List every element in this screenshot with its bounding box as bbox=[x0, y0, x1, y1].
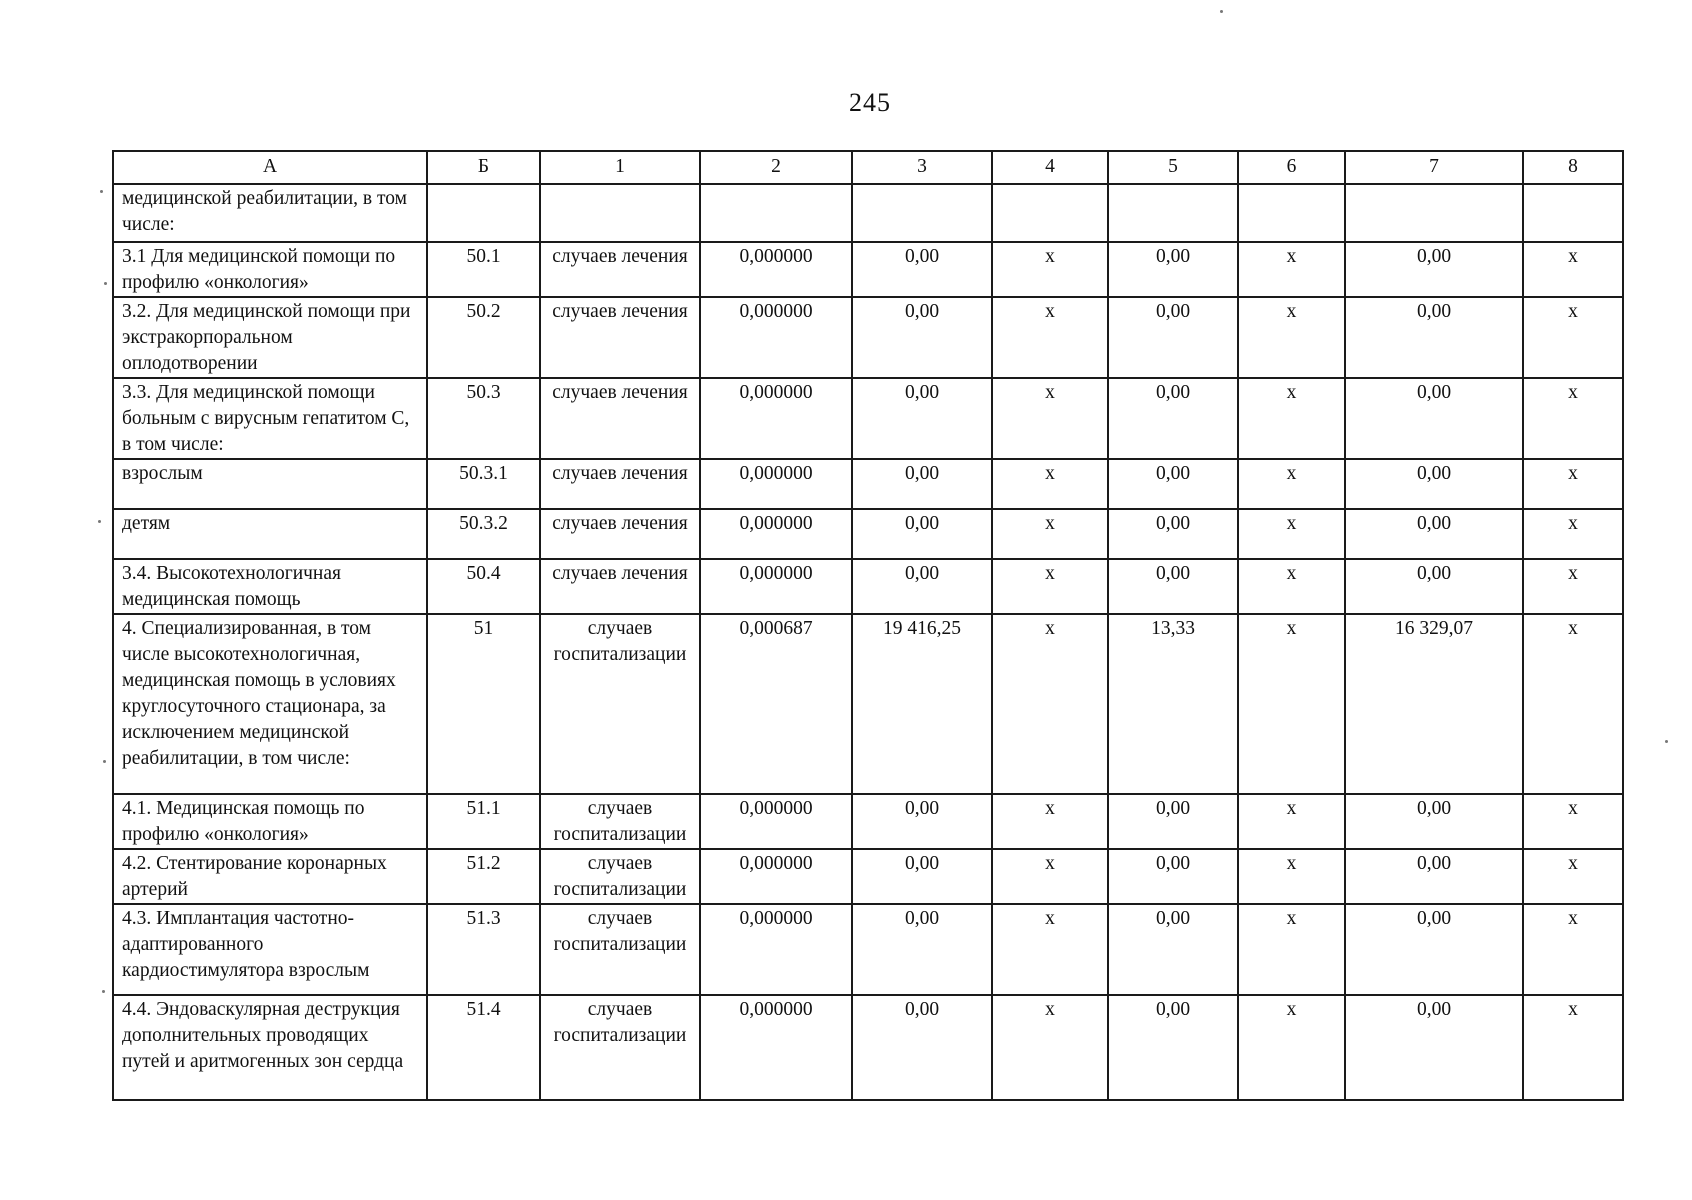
cell-code: 51 bbox=[427, 614, 540, 794]
cell-col-8: х bbox=[1523, 995, 1623, 1100]
cell-col-4 bbox=[992, 184, 1108, 242]
cell-col-6: х bbox=[1238, 794, 1345, 849]
table-row bbox=[113, 184, 1623, 242]
table-row bbox=[113, 849, 1623, 904]
cell-name: медицинской реабилитации, в том числе: bbox=[113, 184, 427, 242]
cell-col-5: 0,00 bbox=[1108, 849, 1238, 904]
cell-unit: случаев госпитализации bbox=[540, 995, 700, 1100]
cell-col-2: 0,000000 bbox=[700, 509, 852, 559]
cell-col-6: х bbox=[1238, 378, 1345, 459]
cell-col-7: 0,00 bbox=[1345, 995, 1523, 1100]
cell-col-4: х bbox=[992, 995, 1108, 1100]
cell-col-8 bbox=[1523, 184, 1623, 242]
cell-name: 4.4. Эндоваскулярная деструкция дополнительных проводящих путей и аритмогенных зон сердца bbox=[113, 995, 427, 1100]
cell-col-6: х bbox=[1238, 904, 1345, 995]
table-row bbox=[113, 904, 1623, 995]
cell-name: детям bbox=[113, 509, 427, 559]
cell-col-5: 0,00 bbox=[1108, 794, 1238, 849]
cell-col-7: 0,00 bbox=[1345, 849, 1523, 904]
cell-unit: случаев лечения bbox=[540, 509, 700, 559]
cell-unit: случаев госпитализации bbox=[540, 849, 700, 904]
cell-col-3: 0,00 bbox=[852, 242, 992, 297]
cell-col-5: 0,00 bbox=[1108, 995, 1238, 1100]
cell-col-8: х bbox=[1523, 794, 1623, 849]
table-row bbox=[113, 459, 1623, 509]
cell-unit: случаев госпитализации bbox=[540, 614, 700, 794]
cell-name: 3.3. Для медицинской помощи больным с вирусным гепатитом С, в том числе: bbox=[113, 378, 427, 459]
cell-col-4: х bbox=[992, 242, 1108, 297]
cell-col-2: 0,000000 bbox=[700, 794, 852, 849]
cell-col-3: 0,00 bbox=[852, 459, 992, 509]
cell-col-5: 0,00 bbox=[1108, 904, 1238, 995]
cell-col-8: х bbox=[1523, 904, 1623, 995]
cell-col-7 bbox=[1345, 184, 1523, 242]
cell-code: 50.3.1 bbox=[427, 459, 540, 509]
table-row bbox=[113, 297, 1623, 378]
cell-col-7: 0,00 bbox=[1345, 559, 1523, 614]
cell-col-3: 0,00 bbox=[852, 904, 992, 995]
cell-code bbox=[427, 184, 540, 242]
cell-code: 50.2 bbox=[427, 297, 540, 378]
cell-col-8: х bbox=[1523, 614, 1623, 794]
scan-speck bbox=[103, 760, 106, 763]
cell-col-7: 0,00 bbox=[1345, 297, 1523, 378]
col-header-a: А bbox=[113, 151, 427, 184]
cell-col-6: х bbox=[1238, 459, 1345, 509]
cell-col-4: х bbox=[992, 614, 1108, 794]
cell-col-4: х bbox=[992, 509, 1108, 559]
cell-col-7: 0,00 bbox=[1345, 509, 1523, 559]
cell-col-2: 0,000000 bbox=[700, 242, 852, 297]
cell-name: 3.4. Высокотехнологичная медицинская помощь bbox=[113, 559, 427, 614]
cell-unit: случаев лечения bbox=[540, 297, 700, 378]
cell-col-5: 0,00 bbox=[1108, 242, 1238, 297]
cell-col-5: 0,00 bbox=[1108, 297, 1238, 378]
cell-unit: случаев лечения bbox=[540, 242, 700, 297]
cell-col-2: 0,000000 bbox=[700, 904, 852, 995]
cell-col-3: 0,00 bbox=[852, 995, 992, 1100]
cell-col-8: х bbox=[1523, 459, 1623, 509]
table-row bbox=[113, 614, 1623, 794]
col-header-6: 6 bbox=[1238, 151, 1345, 184]
cell-col-2 bbox=[700, 184, 852, 242]
cell-col-5: 0,00 bbox=[1108, 378, 1238, 459]
cell-code: 51.4 bbox=[427, 995, 540, 1100]
scan-speck bbox=[1220, 10, 1223, 13]
table-row bbox=[113, 378, 1623, 459]
cell-col-8: х bbox=[1523, 378, 1623, 459]
cell-code: 50.3.2 bbox=[427, 509, 540, 559]
cell-col-5: 0,00 bbox=[1108, 559, 1238, 614]
cell-col-6: х bbox=[1238, 614, 1345, 794]
cell-col-3: 19 416,25 bbox=[852, 614, 992, 794]
cell-col-7: 0,00 bbox=[1345, 378, 1523, 459]
scan-speck bbox=[1665, 740, 1668, 743]
cell-col-4: х bbox=[992, 849, 1108, 904]
col-header-2: 2 bbox=[700, 151, 852, 184]
cell-col-6: х bbox=[1238, 849, 1345, 904]
cell-col-8: х bbox=[1523, 559, 1623, 614]
cell-col-4: х bbox=[992, 378, 1108, 459]
cell-code: 51.3 bbox=[427, 904, 540, 995]
cell-name: 4.3. Имплантация частотно-адаптированного кардиостимулятора взрослым bbox=[113, 904, 427, 995]
cell-unit: случаев лечения bbox=[540, 378, 700, 459]
cell-col-8: х bbox=[1523, 242, 1623, 297]
cell-col-7: 16 329,07 bbox=[1345, 614, 1523, 794]
table-row bbox=[113, 794, 1623, 849]
col-header-1: 1 bbox=[540, 151, 700, 184]
cell-col-6: х bbox=[1238, 559, 1345, 614]
cell-col-8: х bbox=[1523, 849, 1623, 904]
cell-col-7: 0,00 bbox=[1345, 794, 1523, 849]
scan-speck bbox=[104, 282, 107, 285]
cell-col-5: 0,00 bbox=[1108, 459, 1238, 509]
scan-speck bbox=[102, 990, 105, 993]
table-row bbox=[113, 559, 1623, 614]
scan-speck bbox=[100, 190, 103, 193]
col-header-5: 5 bbox=[1108, 151, 1238, 184]
header-row bbox=[113, 151, 1623, 184]
cell-col-3: 0,00 bbox=[852, 297, 992, 378]
cell-name: 3.1 Для медицинской помощи по профилю «онкология» bbox=[113, 242, 427, 297]
col-header-b: Б bbox=[427, 151, 540, 184]
page-number: 245 bbox=[849, 88, 891, 117]
cell-col-5: 0,00 bbox=[1108, 509, 1238, 559]
cell-code: 51.2 bbox=[427, 849, 540, 904]
table-row bbox=[113, 995, 1623, 1100]
cell-col-2: 0,000000 bbox=[700, 849, 852, 904]
cell-col-2: 0,000000 bbox=[700, 297, 852, 378]
table-row bbox=[113, 242, 1623, 297]
cell-col-5 bbox=[1108, 184, 1238, 242]
col-header-7: 7 bbox=[1345, 151, 1523, 184]
cell-unit: случаев госпитализации bbox=[540, 904, 700, 995]
cell-col-6: х bbox=[1238, 297, 1345, 378]
cell-code: 50.3 bbox=[427, 378, 540, 459]
cell-col-7: 0,00 bbox=[1345, 459, 1523, 509]
cell-col-6: х bbox=[1238, 995, 1345, 1100]
col-header-3: 3 bbox=[852, 151, 992, 184]
cell-code: 50.1 bbox=[427, 242, 540, 297]
cell-col-5: 13,33 bbox=[1108, 614, 1238, 794]
cell-name: 3.2. Для медицинской помощи при экстракорпоральном оплодотворении bbox=[113, 297, 427, 378]
cell-col-4: х bbox=[992, 904, 1108, 995]
cell-name: 4. Специализированная, в том числе высокотехнологичная, медицинская помощь в условиях круглосуточного стационара, за исключением медицинской реабилитации, в том числе: bbox=[113, 614, 427, 794]
cell-col-2: 0,000687 bbox=[700, 614, 852, 794]
col-header-4: 4 bbox=[992, 151, 1108, 184]
cell-col-2: 0,000000 bbox=[700, 995, 852, 1100]
cell-col-3: 0,00 bbox=[852, 559, 992, 614]
cell-col-3 bbox=[852, 184, 992, 242]
cell-name: взрослым bbox=[113, 459, 427, 509]
cell-col-6: х bbox=[1238, 509, 1345, 559]
data-table bbox=[112, 150, 1624, 1101]
cell-col-4: х bbox=[992, 794, 1108, 849]
cell-col-8: х bbox=[1523, 509, 1623, 559]
cell-col-7: 0,00 bbox=[1345, 242, 1523, 297]
cell-unit bbox=[540, 184, 700, 242]
cell-col-2: 0,000000 bbox=[700, 378, 852, 459]
cell-unit: случаев лечения bbox=[540, 459, 700, 509]
cell-code: 51.1 bbox=[427, 794, 540, 849]
table-body bbox=[113, 184, 1623, 1100]
cell-col-3: 0,00 bbox=[852, 849, 992, 904]
cell-unit: случаев лечения bbox=[540, 559, 700, 614]
cell-unit: случаев госпитализации bbox=[540, 794, 700, 849]
cell-col-3: 0,00 bbox=[852, 509, 992, 559]
cell-name: 4.2. Стентирование коронарных артерий bbox=[113, 849, 427, 904]
cell-col-6: х bbox=[1238, 242, 1345, 297]
table-container bbox=[112, 150, 1622, 1101]
col-header-8: 8 bbox=[1523, 151, 1623, 184]
table-row bbox=[113, 509, 1623, 559]
cell-col-3: 0,00 bbox=[852, 378, 992, 459]
cell-col-7: 0,00 bbox=[1345, 904, 1523, 995]
cell-col-4: х bbox=[992, 297, 1108, 378]
cell-col-3: 0,00 bbox=[852, 794, 992, 849]
cell-col-6 bbox=[1238, 184, 1345, 242]
cell-col-4: х bbox=[992, 559, 1108, 614]
cell-col-2: 0,000000 bbox=[700, 559, 852, 614]
cell-col-8: х bbox=[1523, 297, 1623, 378]
cell-code: 50.4 bbox=[427, 559, 540, 614]
scan-speck bbox=[98, 520, 101, 523]
cell-col-2: 0,000000 bbox=[700, 459, 852, 509]
cell-name: 4.1. Медицинская помощь по профилю «онкология» bbox=[113, 794, 427, 849]
cell-col-4: х bbox=[992, 459, 1108, 509]
